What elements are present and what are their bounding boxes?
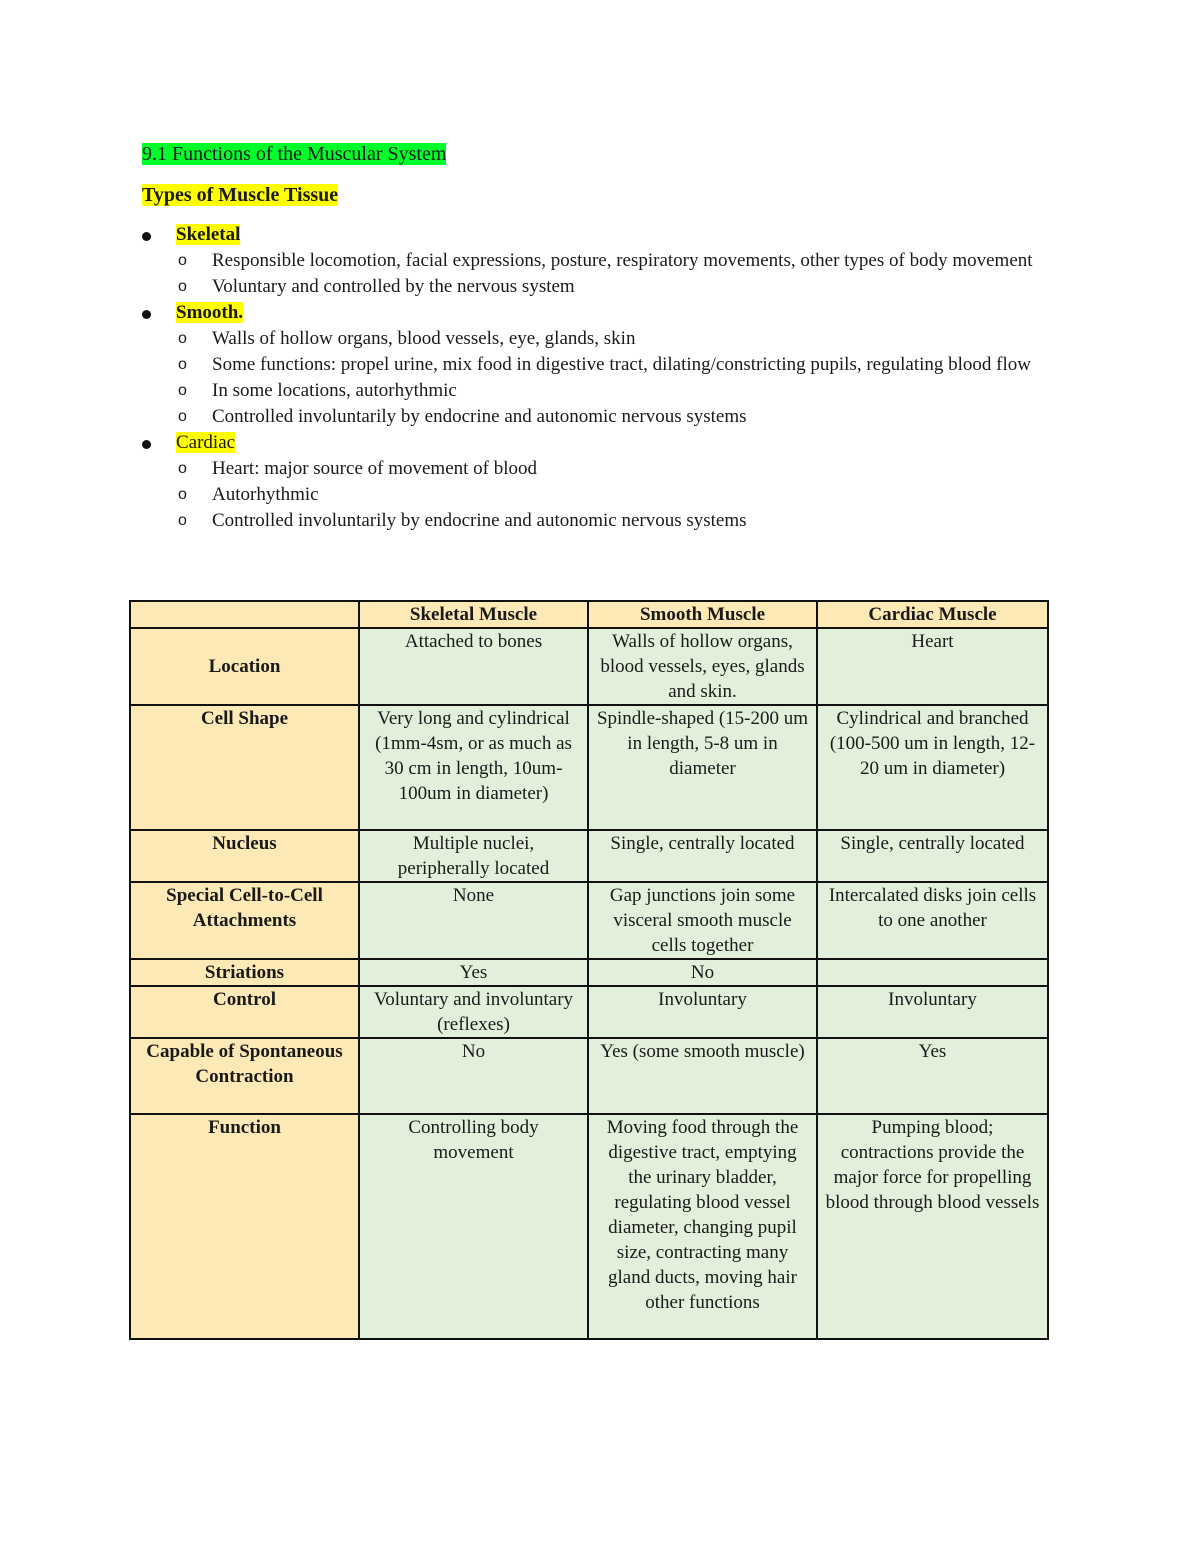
section-title: 9.1 Functions of the Muscular System bbox=[142, 143, 447, 165]
table-cell: Multiple nuclei, peripherally located bbox=[359, 830, 588, 882]
sub-bullet-icon: o bbox=[178, 460, 187, 477]
muscle-types-outline bbox=[142, 222, 1062, 534]
table-header-cell: Smooth Muscle bbox=[588, 601, 817, 628]
bullet-icon bbox=[142, 430, 162, 456]
outline-item-smooth bbox=[142, 300, 1062, 430]
sublist bbox=[176, 248, 1062, 300]
outline-label: Skeletal bbox=[176, 224, 241, 245]
row-header-cell: Special Cell-to-Cell Attachments bbox=[130, 882, 359, 959]
row-header-cell: Control bbox=[130, 986, 359, 1038]
table-cell: Single, centrally located bbox=[588, 830, 817, 882]
table-cell: Gap junctions join some visceral smooth muscle cells together bbox=[588, 882, 817, 959]
table-cell: Spindle-shaped (15-200 um in length, 5-8 um in diameter bbox=[588, 705, 817, 830]
table-cell: None bbox=[359, 882, 588, 959]
sub-bullet-icon: o bbox=[178, 382, 187, 399]
row-header-cell: Function bbox=[130, 1114, 359, 1339]
sub-bullet-icon: o bbox=[178, 408, 187, 425]
table-cell: No bbox=[588, 959, 817, 986]
list-item: o Controlled involuntarily by endocrine and autonomic nervous systems bbox=[142, 508, 1062, 534]
list-item: o Heart: major source of movement of blood bbox=[142, 456, 1062, 482]
table-cell: Yes (some smooth muscle) bbox=[588, 1038, 817, 1114]
sub-bullet-icon: o bbox=[178, 330, 187, 347]
table-cell: Very long and cylindrical (1mm-4sm, or as much as 30 cm in length, 10um-100um in diameter) bbox=[359, 705, 588, 830]
sublist bbox=[176, 326, 1062, 430]
bullet-icon bbox=[142, 222, 162, 248]
subtitle: Types of Muscle Tissue bbox=[142, 184, 339, 206]
row-header-cell: Nucleus bbox=[130, 830, 359, 882]
table-cell: Moving food through the digestive tract, emptying the urinary bladder, regulating blood vessel diameter, changing pupil size, contracting many gland ducts, moving hair other functions bbox=[588, 1114, 817, 1339]
table-row bbox=[130, 830, 1048, 882]
table-cell: Attached to bones bbox=[359, 628, 588, 705]
row-header-cell: Capable of Spontaneous Contraction bbox=[130, 1038, 359, 1114]
sub-bullet-icon: o bbox=[178, 486, 187, 503]
subtitle-line bbox=[142, 182, 338, 208]
table-cell: Yes bbox=[817, 1038, 1048, 1114]
table-row bbox=[130, 1114, 1048, 1339]
table-row bbox=[130, 986, 1048, 1038]
list-item: o Some functions: propel urine, mix food in digestive tract, dilating/constricting pupils, regulating blood flow bbox=[142, 352, 1062, 378]
sub-bullet-icon: o bbox=[178, 512, 187, 529]
list-item: o Controlled involuntarily by endocrine and autonomic nervous systems bbox=[142, 404, 1062, 430]
table-cell: No bbox=[359, 1038, 588, 1114]
table-cell: Heart bbox=[817, 628, 1048, 705]
table-cell: Intercalated disks join cells to one another bbox=[817, 882, 1048, 959]
list-item: o Voluntary and controlled by the nervous system bbox=[142, 274, 1062, 300]
table-row bbox=[130, 1038, 1048, 1114]
table-header-row bbox=[130, 601, 1048, 628]
table-row bbox=[130, 705, 1048, 830]
row-header-cell: Striations bbox=[130, 959, 359, 986]
table-row bbox=[130, 882, 1048, 959]
table-cell: Involuntary bbox=[588, 986, 817, 1038]
list-item: o In some locations, autorhythmic bbox=[142, 378, 1062, 404]
sublist bbox=[176, 456, 1062, 534]
table-header-cell: Cardiac Muscle bbox=[817, 601, 1048, 628]
list-item: o Responsible locomotion, facial expressions, posture, respiratory movements, other types of body movement bbox=[142, 248, 1062, 274]
row-header-cell: Location bbox=[130, 628, 359, 705]
section-title-line bbox=[142, 141, 446, 167]
row-header-cell: Cell Shape bbox=[130, 705, 359, 830]
muscle-comparison-table bbox=[129, 600, 1049, 1340]
list-item: o Walls of hollow organs, blood vessels, eye, glands, skin bbox=[142, 326, 1062, 352]
table-cell bbox=[817, 959, 1048, 986]
sub-bullet-icon: o bbox=[178, 278, 187, 295]
list-item: o Autorhythmic bbox=[142, 482, 1062, 508]
outline-label: Cardiac bbox=[176, 432, 236, 453]
table-cell: Pumping blood; contractions provide the major force for propelling blood through blood vessels bbox=[817, 1114, 1048, 1339]
table-cell: Controlling body movement bbox=[359, 1114, 588, 1339]
outline-label: Smooth. bbox=[176, 302, 244, 323]
table-row bbox=[130, 628, 1048, 705]
table-header-cell: Skeletal Muscle bbox=[359, 601, 588, 628]
table-cell: Cylindrical and branched (100-500 um in length, 12-20 um in diameter) bbox=[817, 705, 1048, 830]
outline-item-cardiac bbox=[142, 430, 1062, 534]
table-row bbox=[130, 959, 1048, 986]
table-cell: Walls of hollow organs, blood vessels, eyes, glands and skin. bbox=[588, 628, 817, 705]
table-cell: Single, centrally located bbox=[817, 830, 1048, 882]
table-cell: Yes bbox=[359, 959, 588, 986]
outline-item-skeletal bbox=[142, 222, 1062, 300]
bullet-icon bbox=[142, 300, 162, 326]
sub-bullet-icon: o bbox=[178, 252, 187, 269]
table-header-cell bbox=[130, 601, 359, 628]
table-cell: Involuntary bbox=[817, 986, 1048, 1038]
table-cell: Voluntary and involuntary (reflexes) bbox=[359, 986, 588, 1038]
sub-bullet-icon: o bbox=[178, 356, 187, 373]
